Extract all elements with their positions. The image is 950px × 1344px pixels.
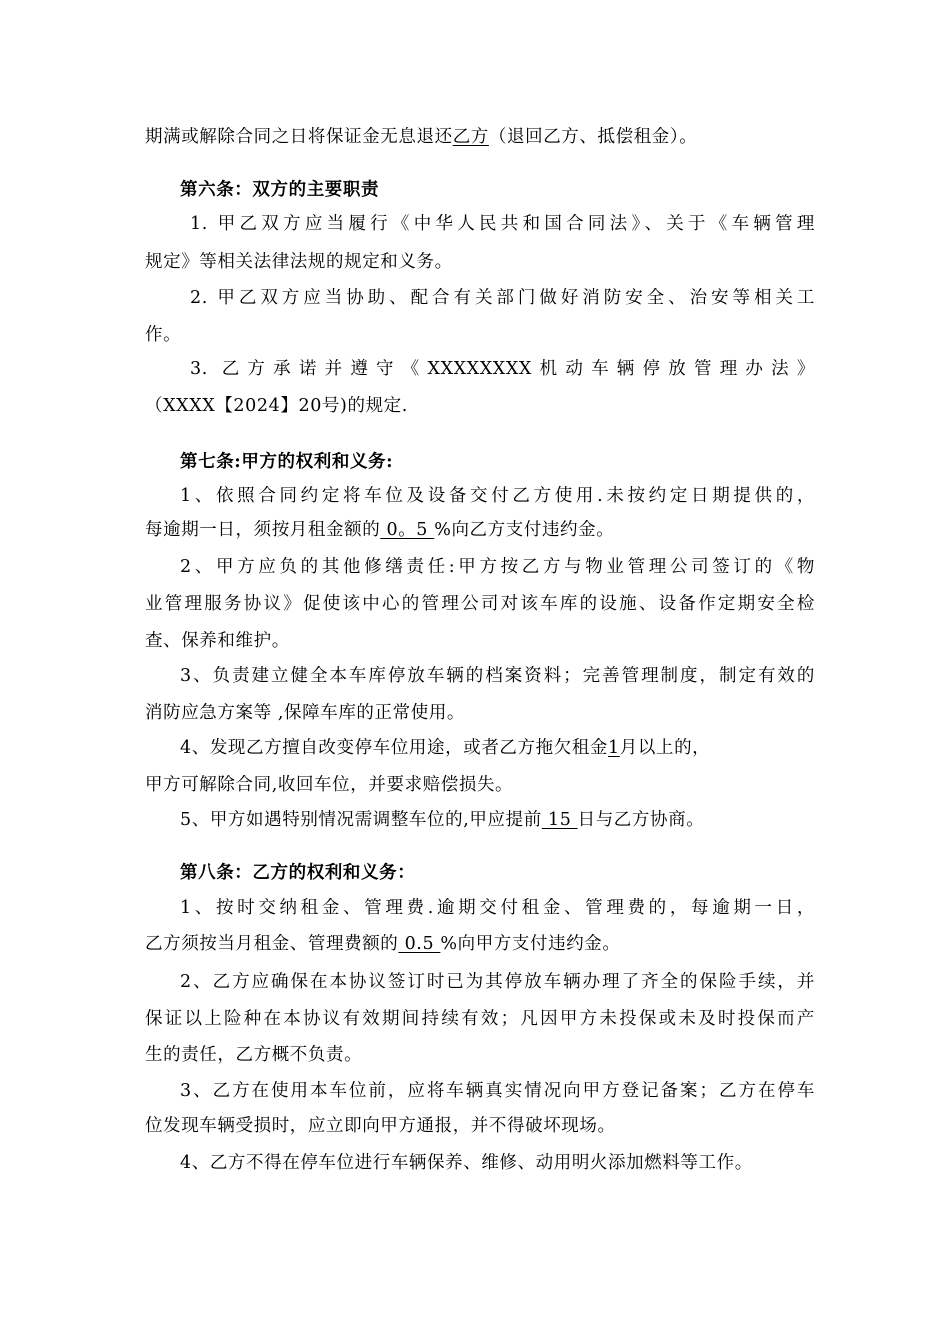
paragraph-line: 业管理服务协议》促使该中心的管理公司对该车库的设施、设备作定期安全检 (145, 594, 815, 614)
paragraph-line: 生的责任，乙方概不负责。 (145, 1045, 363, 1065)
paragraph-line: 1. 甲乙双方应当履行《中华人民共和国合同法》、关于《车辆管理 (190, 214, 815, 234)
text: %向乙方支付违约金。 (434, 520, 615, 540)
text: 每逾期一日，须按月租金额的 (145, 520, 381, 540)
underlined-text: 乙方 (452, 127, 489, 147)
paragraph-line: 保证以上险种在本协议有效期间持续有效；凡因甲方未投保或未及时投保而产 (145, 1009, 815, 1029)
paragraph-line: 2. 甲乙双方应当协助、配合有关部门做好消防安全、治安等相关工 (190, 288, 815, 308)
paragraph-line: 甲方可解除合同,收回车位，并要求赔偿损失。 (145, 775, 514, 795)
paragraph-line: 1、按时交纳租金、管理费.逾期交付租金、管理费的，每逾期一日， (180, 898, 815, 918)
underlined-value: 0.5 (398, 934, 441, 954)
underlined-value: 15 (541, 810, 578, 830)
text: 5、甲方如遇特别情况需调整车位的,甲应提前 (180, 810, 542, 830)
text: （退回乙方、抵偿租金）。 (488, 127, 698, 147)
paragraph-line: 3、乙方在使用本车位前，应将车辆真实情况向甲方登记备案；乙方在停车 (180, 1081, 815, 1101)
paragraph-line: 规定》等相关法律法规的规定和义务。 (145, 252, 453, 272)
paragraph-line: 3. 乙方承诺并遵守《XXXXXXXX机动车辆停放管理办法》 (190, 359, 815, 379)
section-heading-8: 第八条：乙方的权利和义务： (180, 863, 416, 883)
paragraph-line: 查、保养和维护。 (145, 631, 290, 651)
section-heading-7: 第七条:甲方的权利和义务: (180, 452, 394, 472)
paragraph-line (145, 518, 815, 542)
underlined-value: 0。5 (380, 520, 435, 540)
paragraph-line: 消防应急方案等 ,保障车库的正常使用。 (145, 703, 466, 723)
text: 期满或解除合同之日将保证金无息退还 (145, 127, 453, 147)
underlined-value: 1 (608, 738, 620, 758)
text: 月以上的， (619, 738, 711, 758)
paragraph-line: 1、依照合同约定将车位及设备交付乙方使用.未按约定日期提供的， (180, 486, 815, 506)
text: 乙方须按当月租金、管理费额的 (145, 934, 399, 954)
text: 4、发现乙方擅自改变停车位用途，或者乙方拖欠租金 (180, 738, 609, 758)
paragraph-line: 作。 (145, 325, 182, 345)
paragraph-line (145, 125, 815, 149)
paragraph-line: 位发现车辆受损时，应立即向甲方通报，并不得破坏现场。 (145, 1116, 616, 1136)
paragraph-line (180, 736, 850, 760)
section-heading-6: 第六条：双方的主要职责 (180, 180, 380, 200)
paragraph-line: （XXXX【2024】20号)的规定. (145, 396, 408, 416)
paragraph-line: 2、甲方应负的其他修缮责任:甲方按乙方与物业管理公司签订的《物 (180, 557, 815, 577)
paragraph-line (180, 808, 850, 832)
text: 日与乙方协商。 (577, 810, 705, 830)
paragraph-line: 3、负责建立健全本车库停放车辆的档案资料；完善管理制度，制定有效的 (180, 666, 815, 686)
paragraph-line: 4、乙方不得在停车位进行车辆保养、维修、动用明火添加燃料等工作。 (180, 1153, 753, 1173)
paragraph-line: 2、乙方应确保在本协议签订时已为其停放车辆办理了齐全的保险手续，并 (180, 972, 815, 992)
text: %向甲方支付违约金。 (440, 934, 621, 954)
paragraph-line (145, 932, 815, 956)
